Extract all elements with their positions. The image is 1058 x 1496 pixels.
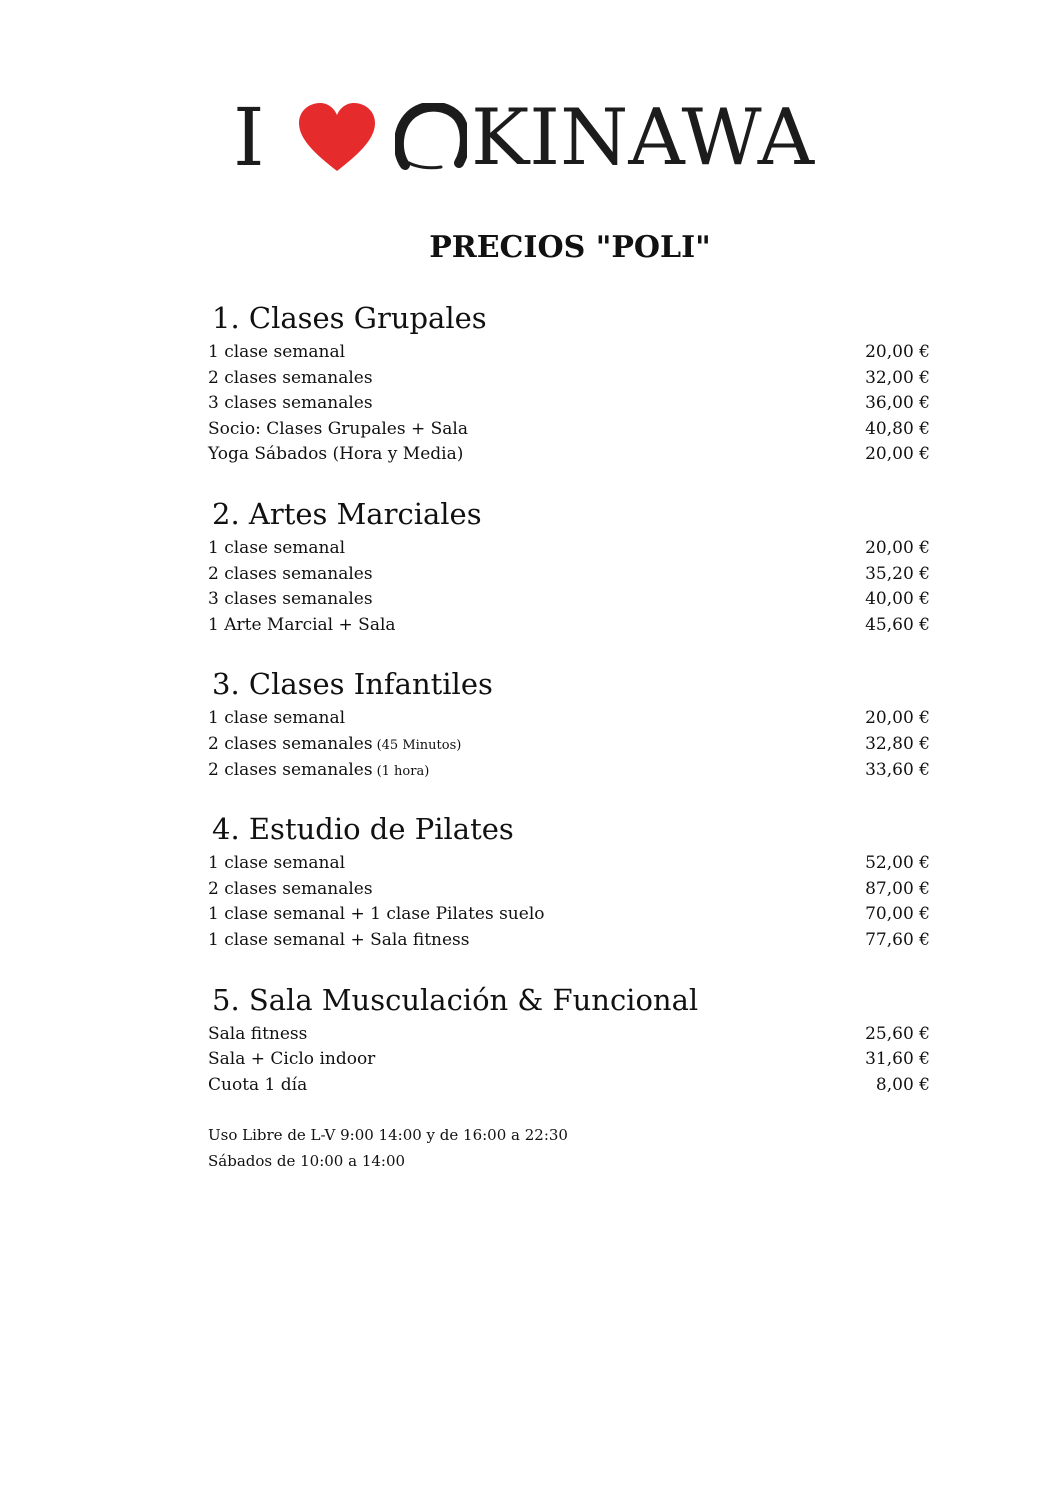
item-label-text: 1 clase semanal	[208, 708, 346, 729]
enso-circle-icon	[395, 103, 467, 173]
item-price: 32,00 €	[865, 367, 930, 388]
price-row	[208, 442, 930, 468]
item-label: 1 clase semanal	[208, 853, 346, 874]
item-label	[208, 706, 345, 732]
item-label: 1 clase semanal + Sala fitness	[208, 929, 470, 950]
item-label: 1 Arte Marcial + Sala	[208, 614, 396, 635]
price-row	[208, 758, 930, 784]
item-label: 3 clases semanales	[208, 393, 373, 414]
item-label: 1 clase semanal	[208, 342, 346, 362]
item-price: 45,60 €	[865, 614, 930, 635]
item-label: 1 clase semanal	[208, 537, 346, 558]
item-label: 2 clases semanales	[208, 367, 373, 388]
item-label: 2 clases semanales	[208, 563, 373, 584]
schedule-note: Uso Libre de L-V 9:00 14:00 y de 16:00 a 22:30	[208, 1126, 568, 1145]
item-label	[208, 732, 461, 759]
price-row	[208, 587, 930, 613]
logo-letter-i: I	[233, 91, 267, 184]
price-row	[208, 1047, 930, 1073]
price-row	[208, 1073, 930, 1099]
item-label: Socio: Clases Grupales + Sala	[208, 418, 468, 439]
item-label: 2 clases semanales	[208, 878, 373, 899]
item-label: Sala + Ciclo indoor	[208, 1049, 376, 1070]
price-row	[208, 732, 930, 758]
heart-icon	[297, 103, 377, 173]
item-price: 33,60 €	[865, 759, 930, 780]
item-price: 40,00 €	[865, 589, 930, 610]
item-price: 36,00 €	[865, 393, 930, 414]
section-heading: 3. Clases Infantiles	[212, 667, 493, 702]
section	[208, 296, 930, 468]
item-label-text: 2 clases semanales	[208, 733, 373, 754]
price-row	[208, 928, 930, 954]
price-row	[208, 613, 930, 639]
item-label: 3 clases semanales	[208, 589, 373, 610]
section	[208, 807, 930, 953]
section	[208, 978, 930, 1099]
item-price: 31,60 €	[865, 1049, 930, 1070]
item-label: 1 clase semanal + 1 clase Pilates suelo	[208, 904, 545, 925]
schedule-notes	[208, 1122, 930, 1174]
item-price: 20,00 €	[865, 708, 930, 729]
item-price: 87,00 €	[865, 878, 930, 899]
item-price: 20,00 €	[865, 537, 930, 558]
logo-wordmark: KINAWA	[471, 93, 815, 183]
price-row	[208, 366, 930, 392]
item-note: (1 hora)	[376, 763, 430, 779]
item-label	[208, 758, 429, 785]
logo	[233, 91, 883, 184]
item-price: 77,60 €	[865, 929, 930, 950]
item-price: 35,20 €	[865, 563, 930, 584]
price-row	[208, 902, 930, 928]
item-price: 32,80 €	[865, 733, 930, 754]
price-row	[208, 562, 930, 588]
item-price: 25,60 €	[865, 1023, 930, 1044]
section-heading: 2. Artes Marciales	[212, 496, 482, 531]
schedule-note: Sábados de 10:00 a 14:00	[208, 1152, 406, 1171]
section-heading: 4. Estudio de Pilates	[212, 812, 514, 847]
section-heading: 5. Sala Musculación & Funcional	[212, 982, 699, 1017]
price-row	[208, 877, 930, 903]
price-row	[208, 851, 930, 877]
price-row	[208, 391, 930, 417]
price-row	[208, 417, 930, 443]
item-price: 20,00 €	[865, 342, 930, 362]
item-label: Cuota 1 día	[208, 1074, 308, 1095]
item-price: 70,00 €	[865, 904, 930, 925]
item-label-text: 2 clases semanales	[208, 759, 373, 780]
price-row	[208, 340, 930, 366]
section	[208, 662, 930, 783]
page-title: PRECIOS "POLI"	[429, 230, 711, 265]
item-note: (45 Minutos)	[376, 737, 462, 753]
price-list	[208, 296, 930, 1174]
item-price: 8,00 €	[875, 1074, 930, 1095]
section-heading: 1. Clases Grupales	[212, 301, 487, 335]
item-price: 52,00 €	[865, 853, 930, 874]
price-row	[208, 536, 930, 562]
item-price: 40,80 €	[865, 418, 930, 439]
price-row	[208, 1022, 930, 1048]
item-label: Sala fitness	[208, 1023, 308, 1044]
price-row	[208, 706, 930, 732]
item-price: 20,00 €	[865, 444, 930, 465]
section	[208, 492, 930, 638]
item-label: Yoga Sábados (Hora y Media)	[208, 444, 464, 465]
